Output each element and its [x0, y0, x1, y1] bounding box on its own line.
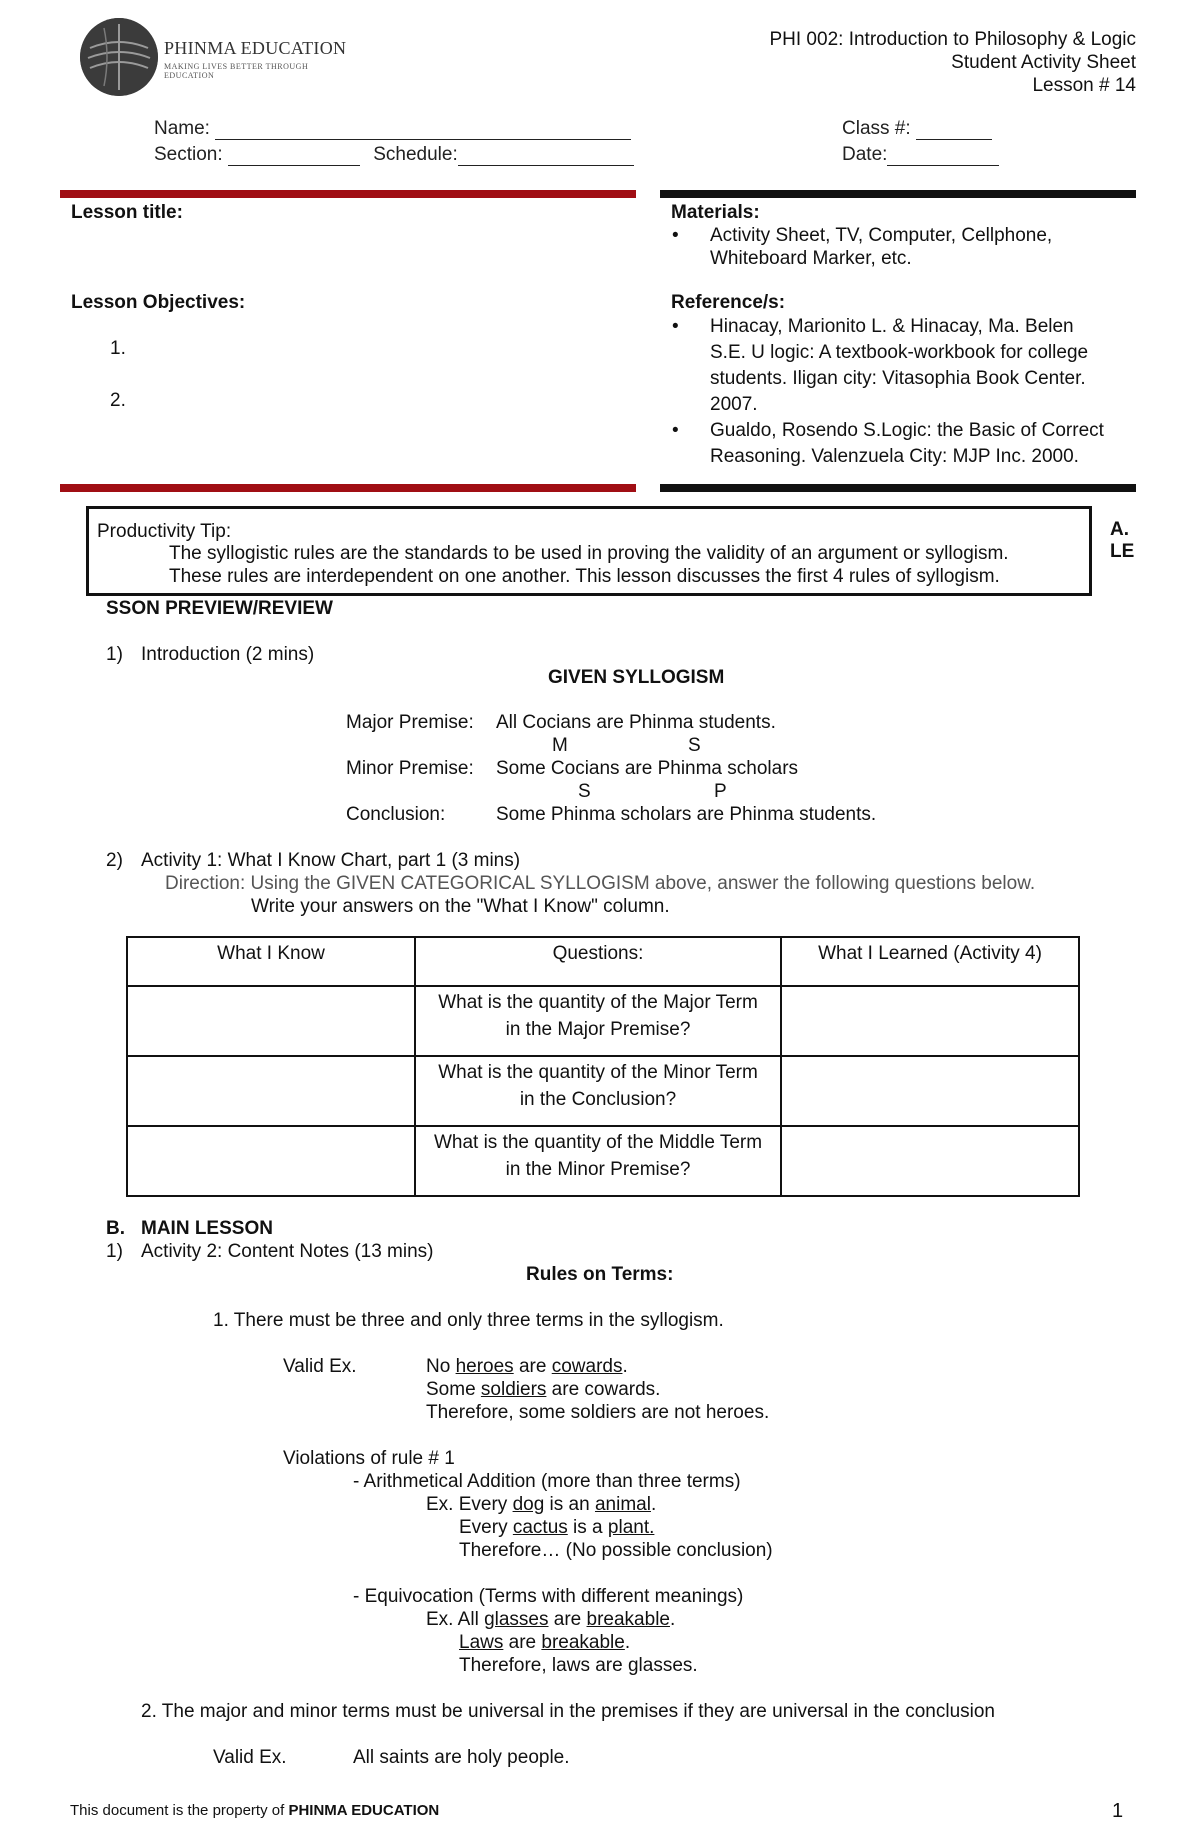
question-cell [415, 1056, 781, 1126]
question-cell [415, 986, 781, 1056]
direction-line-1: Direction: Using the GIVEN CATEGORICAL SYLLOGISM above, answer the following questions below. [165, 873, 1036, 894]
equiv-line-2: Laws are breakable. [459, 1632, 631, 1653]
lesson-title-label: Lesson title: [71, 202, 183, 223]
materials-item [710, 224, 1052, 270]
footer-brand: PHINMA EDUCATION [288, 1802, 440, 1819]
minor-premise-label: Minor Premise: [346, 758, 474, 779]
major-premise: All Cocians are Phinma students. [496, 712, 776, 733]
arith-line-1: Ex. Every dog is an animal. [426, 1494, 657, 1515]
item-2-activity: Activity 1: What I Know Chart, part 1 (3 mins) [141, 850, 521, 871]
tip-line-1: The syllogistic rules are the standards to be used in proving the validity of an argument or syllogism. [169, 543, 1009, 564]
date-input-line[interactable] [887, 147, 999, 166]
table-row [127, 1056, 1079, 1126]
tip-line-2: These rules are interdependent on one another. This lesson discusses the first 4 rules of syllogism. [169, 566, 1000, 587]
equiv-line-3: Therefore, laws are glasses. [459, 1655, 698, 1676]
given-syllogism-title: GIVEN SYLLOGISM [548, 667, 725, 688]
section-a-fragment: LE [1110, 541, 1135, 562]
footer-ownership: This document is the property of [70, 1802, 289, 1819]
divider-black-top [660, 190, 1136, 198]
class-number-input-line[interactable] [916, 121, 992, 140]
what-i-know-cell[interactable] [127, 986, 415, 1056]
what-i-know-cell[interactable] [127, 1056, 415, 1126]
section-field[interactable] [154, 144, 634, 166]
b-item-1-number: 1) [106, 1241, 123, 1262]
ref2-line-1: • Gualdo, Rosendo S.Logic: the Basic of Correct [710, 420, 1104, 441]
section-input-line[interactable] [228, 147, 360, 166]
major-term-s: S [688, 735, 701, 756]
question-line: What is the quantity of the Minor Term [438, 1062, 758, 1083]
what-i-learned-cell[interactable] [781, 1056, 1079, 1126]
equivocation: - Equivocation (Terms with different meanings) [353, 1586, 744, 1607]
question-cell [415, 1126, 781, 1196]
objective-1: 1. [110, 338, 126, 359]
equiv-line-1: Ex. All glasses are breakable. [426, 1609, 676, 1630]
minor-premise: Some Cocians are Phinma scholars [496, 758, 799, 779]
conclusion-label: Conclusion: [346, 804, 446, 825]
table-row [127, 1126, 1079, 1196]
major-term-m: M [552, 735, 568, 756]
reference-item-2 [710, 418, 1104, 470]
valid-example-2-label: Valid Ex. [213, 1747, 287, 1768]
valid-example-2: All saints are holy people. [353, 1747, 570, 1768]
section-b-letter: B. [106, 1218, 125, 1239]
section-label: Section: [154, 144, 223, 165]
rule-2: 2. The major and minor terms must be universal in the premises if they are universal in the conclusion [141, 1701, 995, 1722]
item-1-introduction: Introduction (2 mins) [141, 644, 315, 665]
valid-line-1: No heroes are cowards. [426, 1356, 628, 1377]
conclusion: Some Phinma scholars are Phinma students. [496, 804, 877, 825]
phinma-logo [80, 18, 350, 98]
column-header: What I Learned (Activity 4) [781, 937, 1079, 986]
valid-line-3: Therefore, some soldiers are not heroes. [426, 1402, 770, 1423]
name-field[interactable] [154, 118, 631, 140]
tip-title: Productivity Tip: [97, 521, 232, 542]
section-b-heading: MAIN LESSON [141, 1218, 273, 1239]
table-header-row [127, 937, 1079, 986]
ref1-line-3: students. Iligan city: Vitasophia Book Center. [710, 368, 1086, 389]
date-field[interactable] [842, 144, 999, 166]
arithmetical-addition: - Arithmetical Addition (more than three terms) [353, 1471, 741, 1492]
objective-2: 2. [110, 390, 126, 411]
date-label: Date: [842, 144, 888, 165]
logo-wordmark: PHINMA EDUCATION [164, 38, 347, 58]
what-i-know-cell[interactable] [127, 1126, 415, 1196]
ref2-line-2: Reasoning. Valenzuela City: MJP Inc. 2000. [710, 446, 1079, 467]
violations-heading: Violations of rule # 1 [283, 1448, 455, 1469]
b-item-1-activity: Activity 2: Content Notes (13 mins) [141, 1241, 434, 1262]
divider-red-top [60, 190, 636, 198]
course-title: PHI 002: Introduction to Philosophy & Logic [769, 29, 1136, 50]
divider-black-bottom [660, 484, 1136, 492]
question-line: What is the quantity of the Major Term [438, 992, 758, 1013]
ref1-line-1: • Hinacay, Marionito L. & Hinacay, Ma. Belen [710, 316, 1074, 337]
column-header: What I Know [127, 937, 415, 986]
logo-tagline: MAKING LIVES BETTER THROUGH EDUCATION [164, 62, 309, 80]
item-1-number: 1) [106, 644, 123, 665]
schedule-input-line[interactable] [458, 147, 634, 166]
course-header [769, 28, 1136, 97]
item-2-number: 2) [106, 850, 123, 871]
class-number-field[interactable] [842, 118, 992, 140]
footer-text [70, 1802, 439, 1819]
rules-on-terms-title: Rules on Terms: [526, 1264, 674, 1285]
page-number: 1 [1112, 1800, 1124, 1822]
question-line: What is the quantity of the Middle Term [433, 1132, 763, 1153]
rule-1: 1. There must be three and only three terms in the syllogism. [213, 1310, 724, 1331]
question-line: in the Minor Premise? [505, 1159, 691, 1180]
section-a-letter: A. [1110, 519, 1129, 540]
valid-line-2: Some soldiers are cowards. [426, 1379, 661, 1400]
arith-line-2: Every cactus is a plant. [459, 1517, 655, 1538]
minor-term-s: S [578, 781, 591, 802]
question-line: in the Conclusion? [519, 1089, 677, 1110]
name-input-line[interactable] [215, 121, 631, 140]
productivity-tip-box [86, 506, 1092, 596]
ref1-line-2: S.E. U logic: A textbook-workbook for college [710, 342, 1089, 363]
question-line: in the Major Premise? [505, 1019, 691, 1040]
column-header: Questions: [415, 937, 781, 986]
references-label: Reference/s: [671, 292, 786, 313]
reference-item-1 [710, 314, 1088, 418]
logo-emblem-icon [80, 18, 158, 96]
arith-line-3: Therefore… (No possible conclusion) [459, 1540, 773, 1561]
what-i-know-chart [126, 936, 1080, 1197]
valid-example-label: Valid Ex. [283, 1356, 357, 1377]
materials-label: Materials: [671, 202, 760, 223]
divider-red-bottom [60, 484, 636, 492]
minor-term-p: P [714, 781, 727, 802]
schedule-label: Schedule: [373, 144, 458, 165]
what-i-learned-cell[interactable] [781, 1126, 1079, 1196]
class-number-label: Class #: [842, 118, 911, 139]
sheet-title: Student Activity Sheet [951, 52, 1136, 73]
table-row [127, 986, 1079, 1056]
objectives-label: Lesson Objectives: [71, 292, 246, 313]
name-label: Name: [154, 118, 210, 139]
direction-line-2: Write your answers on the "What I Know" column. [251, 896, 670, 917]
materials-line-2: Whiteboard Marker, etc. [710, 248, 912, 269]
section-a-heading: SSON PREVIEW/REVIEW [106, 598, 333, 619]
lesson-number: Lesson # 14 [1032, 75, 1136, 96]
ref1-line-4: 2007. [710, 394, 758, 415]
what-i-learned-cell[interactable] [781, 986, 1079, 1056]
materials-line-1: • Activity Sheet, TV, Computer, Cellphone, [710, 225, 1053, 246]
major-premise-label: Major Premise: [346, 712, 474, 733]
